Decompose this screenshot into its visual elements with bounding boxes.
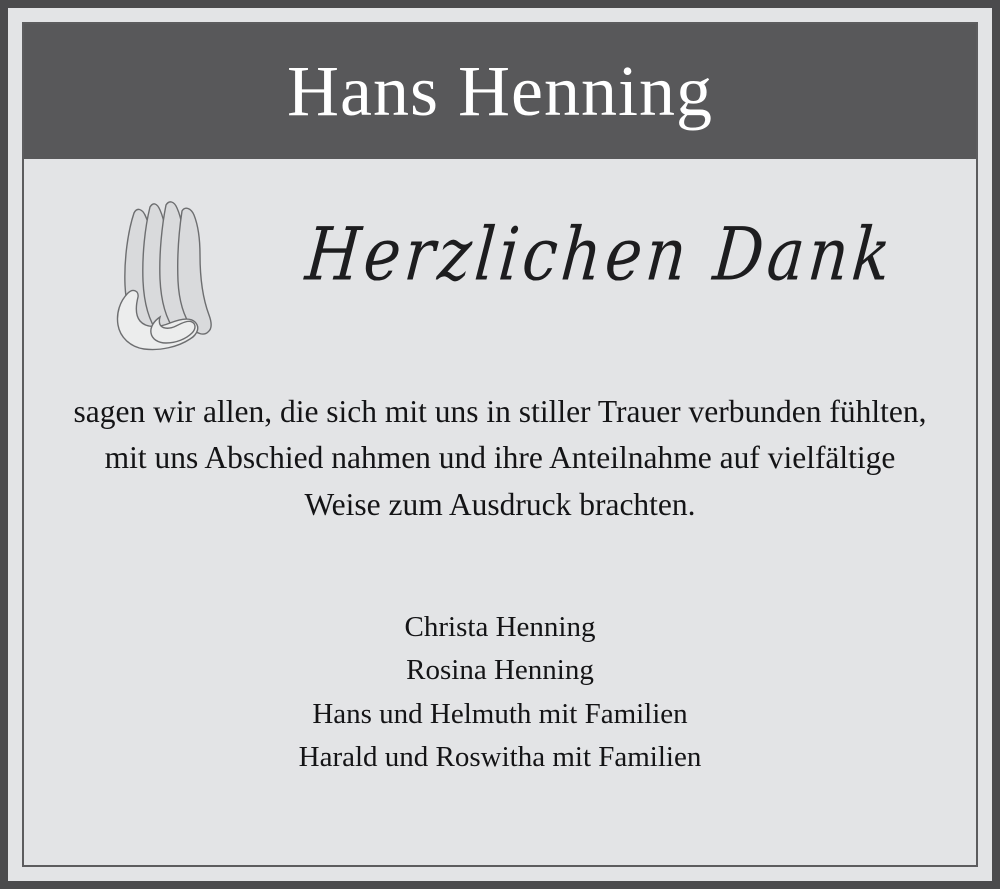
salutation-row xyxy=(24,159,976,349)
thanks-script-heading: Herzlichen Dank xyxy=(302,211,898,298)
signers-list xyxy=(70,606,930,780)
list-item: Hans und Helmuth mit Familien xyxy=(312,697,688,730)
thank-you-message: sagen wir allen, die sich mit uns in stiller Trauer verbunden fühlten, mit uns Abschied nahmen und ihre Anteilnahme auf vielfältige Weise zum Ausdruck brachten. xyxy=(73,394,927,522)
praying-hands-icon xyxy=(98,197,228,357)
header-band xyxy=(22,22,978,159)
list-item: Rosina Henning xyxy=(406,654,594,687)
list-item: Harald und Roswitha mit Familien xyxy=(298,741,702,774)
card-body xyxy=(24,159,976,865)
page-title: Hans Henning xyxy=(287,50,713,131)
list-item: Christa Henning xyxy=(404,610,596,643)
